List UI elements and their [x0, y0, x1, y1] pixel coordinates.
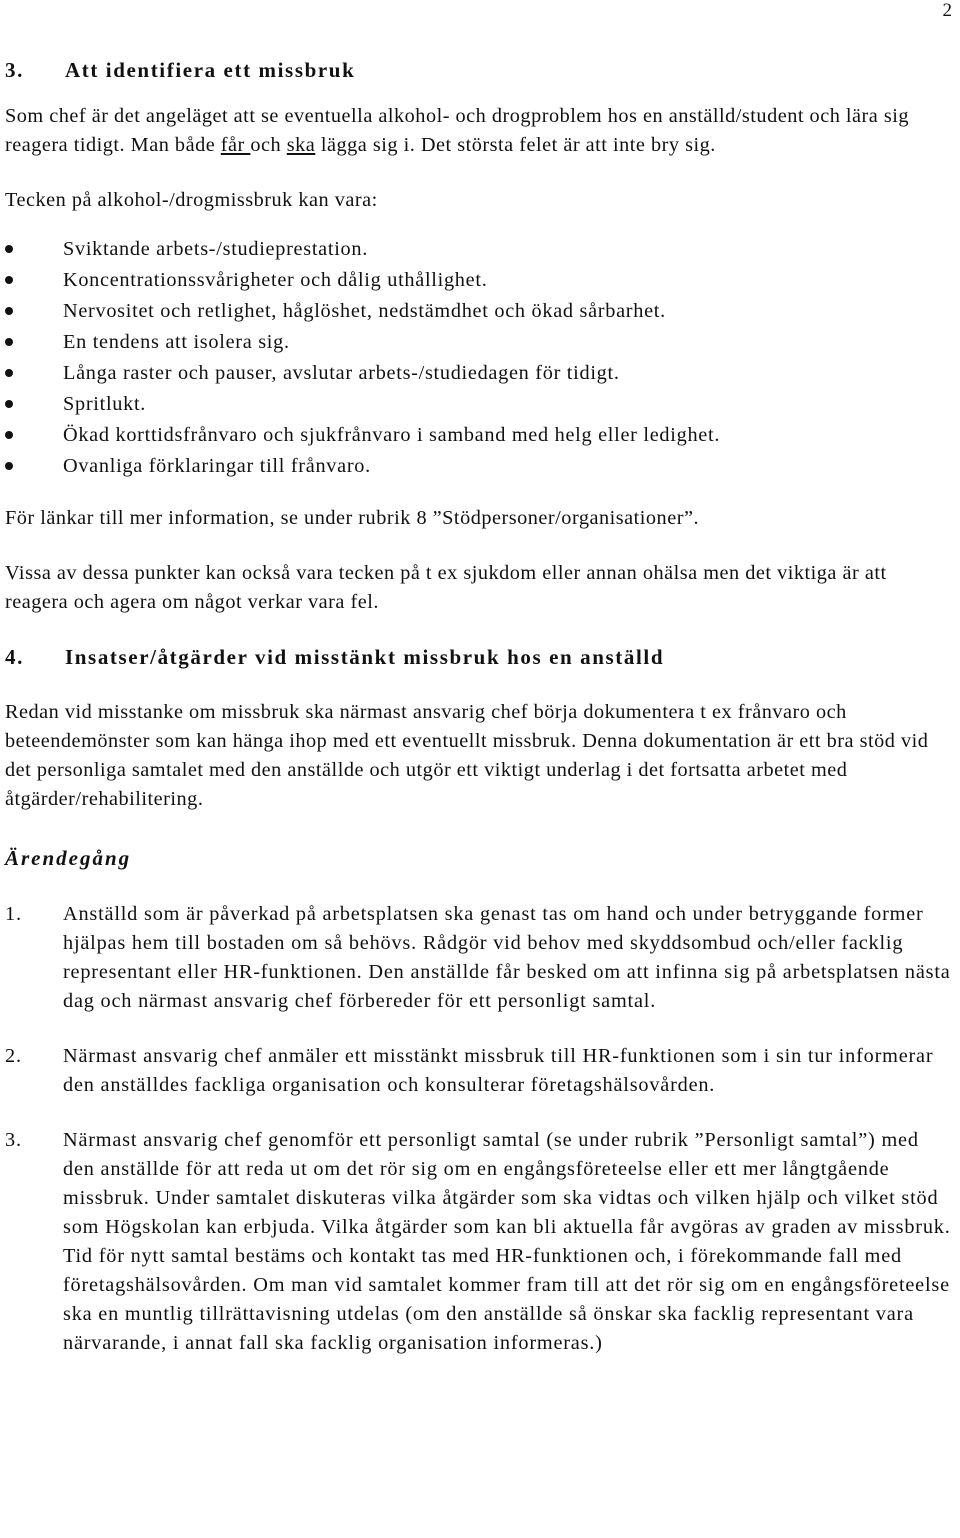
procedure-steps [5, 900, 955, 1358]
intro-text-b: och [250, 134, 287, 156]
section-3-number: 3. [5, 58, 24, 82]
step-number: 1. [5, 903, 22, 925]
list-item [5, 296, 955, 327]
list-item [5, 234, 955, 265]
intro-underline-ska: ska [286, 134, 316, 156]
step-text: Närmast ansvarig chef genomför ett personligt samtal (se under rubrik ”Personligt samtal”) med den anställde för att reda ut om det rör sig om en engångsföreteelse eller ett mer långtgående missbruk. Under samtalet diskuteras vilka åtgärder som ska vidtas och vilken hjälp och vilket stöd som Högskolan kan erbjuda. Vilka åtgärder som kan bli aktuella får avgöras av graden av missbruk. Tid för nytt samtal bestäms och kontakt tas med HR-funktionen och, i förekommande fall med företagshälsovården. Om man vid samtalet kommer fram till att det rör sig om en engångsföreteelse ska en muntlig tillrättavisning utdelas (om den anställde så önskar ska facklig representant vara närvarande, i annat fall ska facklig organisation informeras.) [63, 1129, 951, 1354]
procedure-step [5, 900, 955, 1016]
section-4-number: 4. [5, 645, 24, 669]
procedure-step [5, 1042, 955, 1100]
list-item-text: Spritlukt. [63, 393, 147, 415]
list-item [5, 327, 955, 358]
list-item-text: En tendens att isolera sig. [63, 331, 290, 353]
intro-text-c: lägga sig i. Det största felet är att inte bry sig. [315, 134, 716, 156]
bullet-icon [5, 276, 13, 284]
bullet-icon [5, 369, 13, 377]
page-number: 2 [942, 0, 952, 21]
list-item [5, 389, 955, 420]
step-text: Närmast ansvarig chef anmäler ett misstänkt missbruk till HR-funktionen som i sin tur informerar den anställdes fackliga organisation och konsulterar företagshälsovården. [63, 1045, 934, 1096]
list-item-text: Långa raster och pauser, avslutar arbets-/studiedagen för tidigt. [63, 362, 620, 384]
list-item-text: Nervositet och retlighet, håglöshet, nedstämdhet och ökad sårbarhet. [63, 300, 666, 322]
list-item [5, 358, 955, 389]
bullet-icon [5, 245, 13, 253]
bullet-icon [5, 431, 13, 439]
step-number: 2. [5, 1045, 22, 1067]
section-3-title: Att identifiera ett missbruk [65, 58, 356, 82]
intro-underline-far: får [220, 134, 251, 156]
list-item [5, 420, 955, 451]
signs-intro: Tecken på alkohol-/drogmissbruk kan vara: [5, 189, 378, 211]
section-4-title: Insatser/åtgärder vid misstänkt missbruk hos en anställd [65, 645, 665, 669]
list-item-text: Ökad korttidsfrånvaro och sjukfrånvaro i samband med helg eller ledighet. [63, 424, 721, 446]
bullet-icon [5, 400, 13, 408]
list-item [5, 451, 955, 482]
procedure-heading: Ärendegång [5, 846, 132, 870]
bullet-icon [5, 338, 13, 346]
caution-paragraph: Vissa av dessa punkter kan också vara tecken på t ex sjukdom eller annan ohälsa men det viktiga är att reagera och agera om något verkar vara fel. [5, 562, 887, 613]
bullet-icon [5, 462, 13, 470]
list-item-text: Koncentrationssvårigheter och dålig uthållighet. [63, 269, 488, 291]
list-item-text: Sviktande arbets-/studieprestation. [63, 238, 368, 260]
document-body [5, 56, 955, 1358]
section-3-intro [5, 102, 955, 160]
list-item [5, 265, 955, 296]
intro-text-a: Som chef är det angeläget att se eventuella alkohol- och drogproblem hos en anställd/student och lära sig reagera tidigt. Man både [5, 105, 910, 156]
section-4-intro: Redan vid misstanke om missbruk ska närmast ansvarig chef börja dokumentera t ex frånvaro och beteendemönster som kan hänga ihop med ett eventuellt missbruk. Denna dokumentation är ett bra stöd vid det personliga samtalet med den anställde och utgör ett viktigt underlag i det fortsatta arbetet med åtgärder/rehabilitering. [5, 701, 929, 810]
step-text: Anställd som är påverkad på arbetsplatsen ska genast tas om hand och under betryggande former hjälpas hem till bostaden om så behövs. Rådgör vid behov med skyddsombud och/eller facklig representant eller HR-funktionen. Den anställde får besked om att infinna sig på arbetsplatsen nästa dag och närmast ansvarig chef förbereder för ett personligt samtal. [63, 903, 951, 1012]
signs-list [5, 234, 955, 482]
bullet-icon [5, 307, 13, 315]
step-number: 3. [5, 1129, 22, 1151]
links-note: För länkar till mer information, se under rubrik 8 ”Stödpersoner/organisationer”. [5, 507, 700, 529]
section-3-heading [5, 56, 955, 85]
procedure-step [5, 1126, 955, 1358]
list-item-text: Ovanliga förklaringar till frånvaro. [63, 455, 371, 477]
section-4-heading [5, 643, 955, 672]
